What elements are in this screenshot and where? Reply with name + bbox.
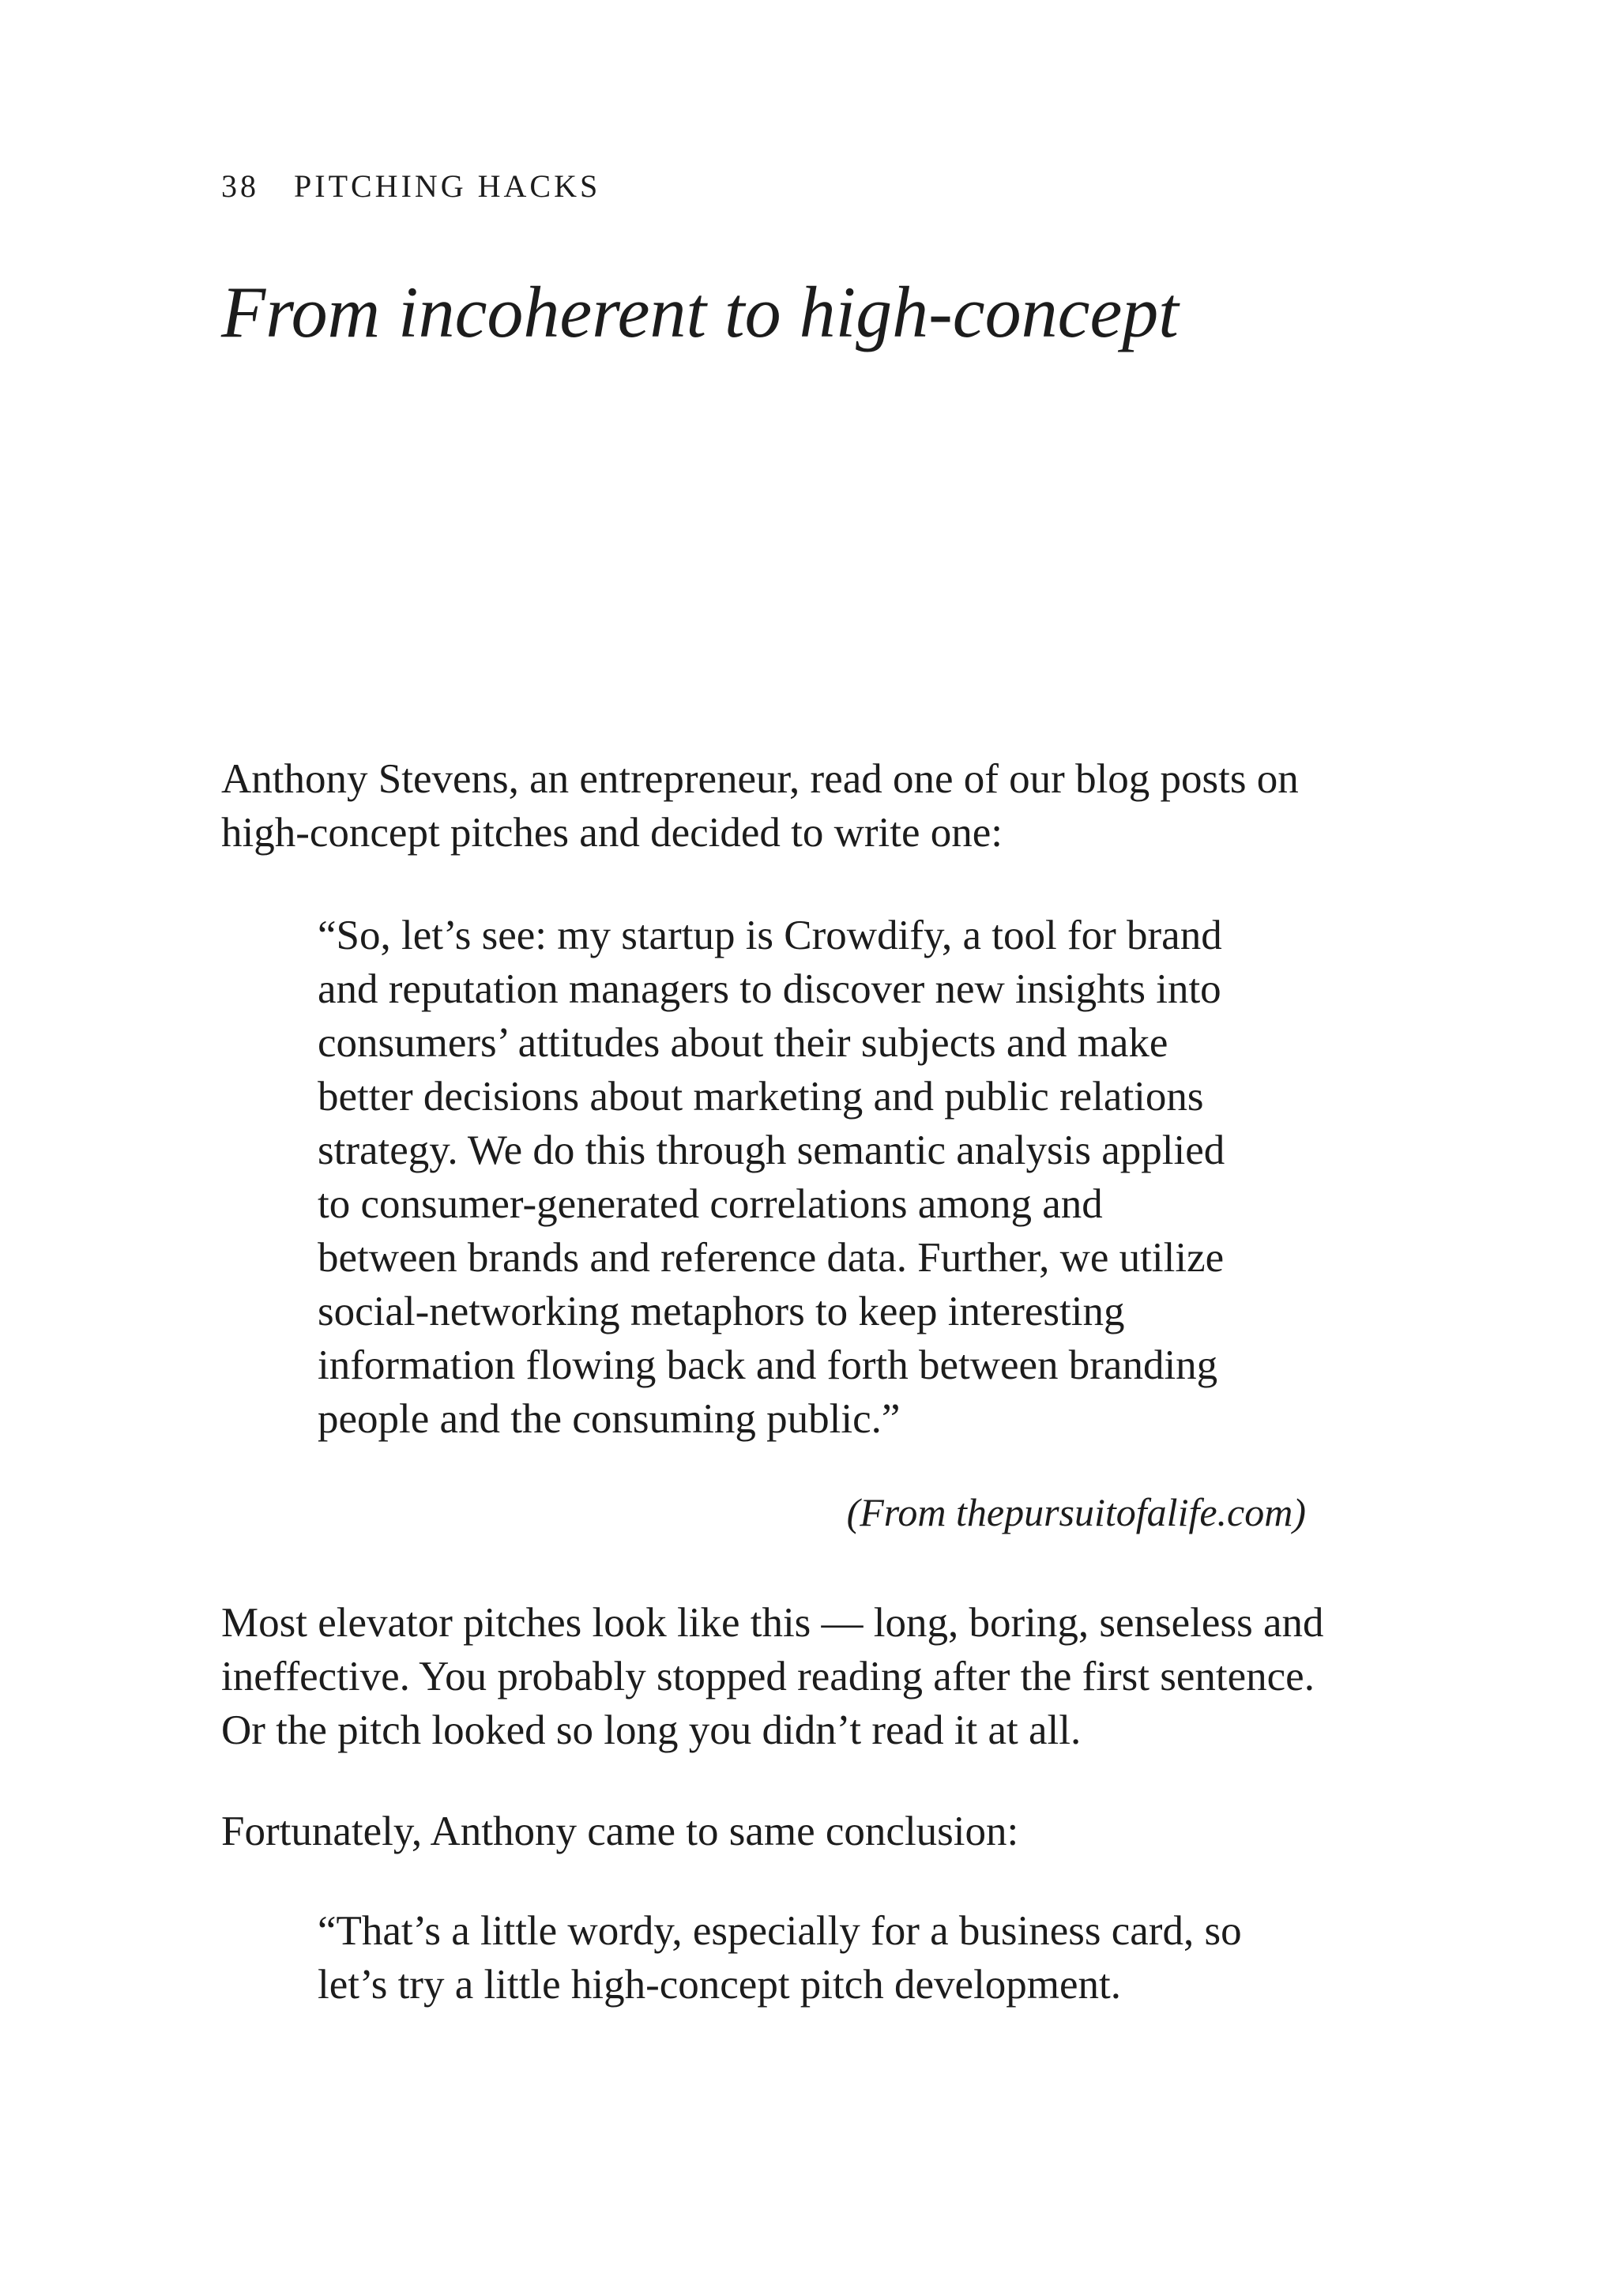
paragraph-line: Anthony Stevens, an entrepreneur, read one of our blog posts on [221, 756, 1299, 802]
paragraph-line: Or the pitch looked so long you didn’t read it at all. [221, 1707, 1082, 1753]
running-title: PITCHING HACKS [294, 168, 601, 204]
second-paragraph [221, 1596, 1383, 1757]
quote-line: “That’s a little wordy, especially for a business card, so [318, 1908, 1242, 1954]
intro-paragraph [221, 752, 1383, 860]
quote-line: “So, let’s see: my startup is Crowdify, a tool for brand [318, 913, 1222, 958]
third-paragraph [221, 1805, 1383, 1858]
paragraph-line: Most elevator pitches look like this — long, boring, senseless and [221, 1600, 1324, 1646]
paragraph-line: ineffective. You probably stopped reading after the first sentence. [221, 1654, 1315, 1699]
source-credit: (From thepursuitofalife.com) [846, 1490, 1306, 1534]
chapter-title: From incoherent to high-concept [221, 272, 1179, 352]
page-number: 38 [221, 168, 259, 204]
quote-line: let’s try a little high-concept pitch development. [318, 1962, 1122, 2008]
quote-line: strategy. We do this through semantic analysis applied [318, 1127, 1225, 1173]
running-header [221, 164, 600, 209]
first-quote [318, 909, 1345, 1446]
paragraph-line: high-concept pitches and decided to write one: [221, 810, 1003, 856]
quote-line: better decisions about marketing and public relations [318, 1074, 1204, 1120]
quote-line: to consumer-generated correlations among and [318, 1181, 1103, 1227]
quote-line: and reputation managers to discover new insights into [318, 966, 1221, 1012]
quote-line: social-networking metaphors to keep interesting [318, 1289, 1125, 1334]
paragraph-line: Fortunately, Anthony came to same conclusion: [221, 1809, 1019, 1854]
quote-line: consumers’ attitudes about their subjects and make [318, 1020, 1168, 1066]
second-quote [318, 1904, 1345, 2012]
quote-line: information flowing back and forth between branding [318, 1342, 1218, 1388]
quote-line: between brands and reference data. Further, we utilize [318, 1235, 1225, 1281]
quote-line: people and the consuming public.” [318, 1396, 901, 1442]
